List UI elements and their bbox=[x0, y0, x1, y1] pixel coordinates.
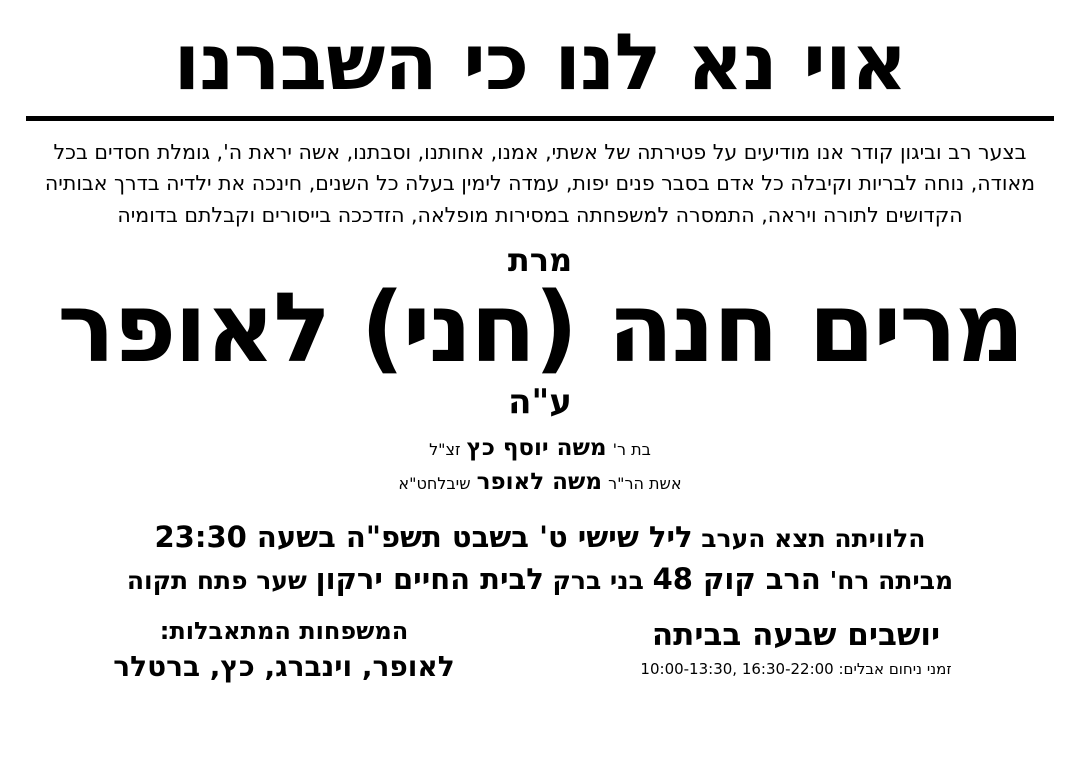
funeral-time-value: ליל שישי ט' בשבט תשפ"ה בשעה 23:30 bbox=[154, 519, 693, 554]
title-divider bbox=[26, 116, 1054, 121]
families-names: לאופר, וינברג, כץ, ברטלר bbox=[113, 650, 455, 684]
shiva-title: יושבים שבעה בביתה bbox=[651, 616, 941, 653]
funeral-gate: שער פתח תקוה bbox=[126, 565, 307, 595]
funeral-from-address: הרב קוק 48 bbox=[652, 561, 821, 596]
funeral-from-prefix: מביתה רח' bbox=[829, 565, 954, 595]
funeral-from-city: בני ברק bbox=[552, 565, 644, 595]
shiva-hours-label: זמני ניחום אבלים: bbox=[838, 659, 952, 678]
lineage-father-suffix: זצ"ל bbox=[429, 439, 461, 459]
lineage-father-name: משה יוסף כץ bbox=[466, 434, 607, 461]
funeral-time-prefix: הלוויתה תצא הערב bbox=[701, 523, 926, 553]
lineage-father-prefix: בת ר' bbox=[612, 439, 651, 459]
intro-paragraph bbox=[28, 137, 1052, 232]
shiva-hours-value: 16:30-22:00 ,10:00-13:30 bbox=[640, 659, 834, 678]
lineage-line-husband bbox=[22, 465, 1058, 500]
families-title: המשפחות המתאבלות: bbox=[159, 616, 409, 645]
funeral-to-cemetery: לבית החיים ירקון bbox=[315, 561, 544, 596]
lineage-husband-name: משה לאופר bbox=[476, 469, 603, 496]
families-block bbox=[28, 618, 540, 684]
lineage-block bbox=[22, 431, 1058, 500]
lineage-line-father bbox=[22, 431, 1058, 466]
intro-text: בצער רב וביגון קודר אנו מודיעים על פטירתה של אשתי, אמנו, אחותנו, וסבתנו, אשה יראת ה', גומלת חסדים בכל מאודה, נוחה לבריות וקיבלה כל אדם בסבר פנים יפות, עמדה לימין בעלה כל השנים, חינכה את ילדיה בדרך אבותיה הקדושים לתורה ויראה, התמסרה למשפחתה במסירות מופלאה, הזדככה בייסורים וקבלתם בדומיה bbox=[44, 139, 1036, 228]
funeral-time-line bbox=[22, 516, 1058, 558]
bottom-section bbox=[22, 618, 1058, 684]
honorific-suffix: ע"ה bbox=[508, 381, 572, 422]
page-title: אוי נא לנו כי השברנו bbox=[173, 18, 907, 108]
funeral-route-line bbox=[22, 558, 1058, 600]
lineage-husband-prefix: אשת הר"ר bbox=[608, 474, 682, 494]
funeral-details bbox=[22, 516, 1058, 600]
lineage-husband-suffix: שיבלחט"א bbox=[398, 474, 471, 494]
shiva-hours bbox=[540, 660, 1052, 678]
honorific-prefix: מרת bbox=[507, 240, 573, 279]
shiva-block bbox=[540, 618, 1052, 678]
deceased-name: מרים חנה (חני) לאופר bbox=[57, 271, 1023, 384]
